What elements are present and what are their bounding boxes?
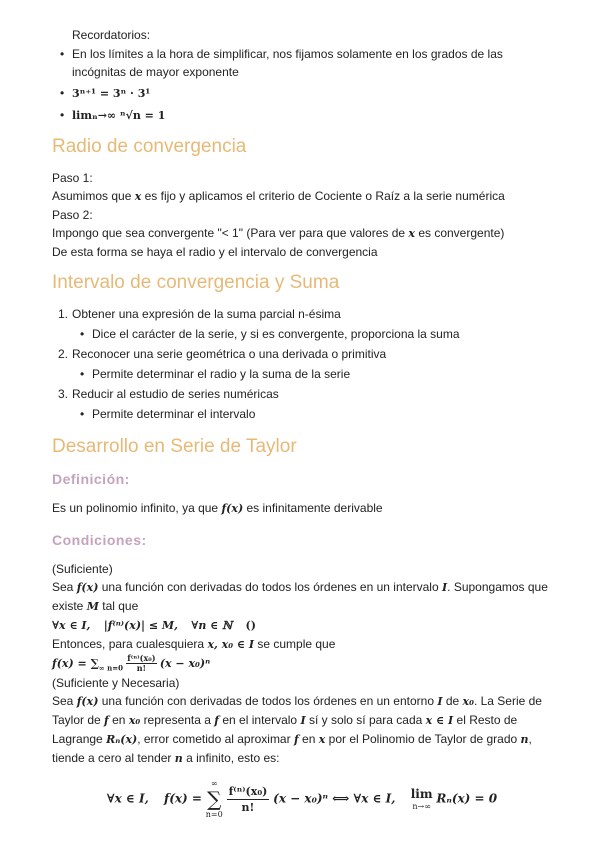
math-expr: () bbox=[245, 619, 256, 632]
fraction-denominator: n! bbox=[136, 663, 147, 674]
math-var: n bbox=[520, 733, 529, 746]
math-var: x₀ bbox=[128, 714, 141, 727]
condiciones-block bbox=[52, 560, 552, 820]
list-item bbox=[52, 325, 552, 343]
math-var: M bbox=[86, 600, 99, 613]
formula-fraction bbox=[126, 654, 156, 673]
text-span: sí y solo sí para cada bbox=[308, 713, 423, 727]
math-expr: f(x) = ∑ bbox=[52, 657, 99, 670]
math-expr: (x − x₀)ⁿ bbox=[159, 657, 211, 670]
text-span: tal que bbox=[102, 599, 139, 613]
paso2-label: Paso 2: bbox=[52, 208, 93, 222]
heading-condiciones: Condiciones: bbox=[52, 532, 147, 548]
sum-limits: ∞ n=0 bbox=[98, 663, 123, 673]
math-var: f bbox=[293, 733, 299, 746]
text-span: Sea bbox=[52, 580, 74, 594]
step-item bbox=[52, 345, 552, 383]
text-span: de bbox=[445, 694, 460, 708]
text-span: en el intervalo bbox=[222, 713, 298, 727]
recordatorios-list bbox=[52, 45, 552, 125]
math-expr: Rₙ(x) bbox=[106, 733, 138, 746]
math-expr: |f⁽ⁿ⁾(x)| ≤ M, bbox=[103, 619, 178, 632]
math-expr: x, x₀ ∈ I bbox=[207, 638, 254, 651]
lim-text: lim bbox=[410, 786, 433, 801]
step-text: Reducir al estudio de series numéricas bbox=[72, 387, 279, 401]
text-span: . Supongamos que existe bbox=[52, 580, 548, 613]
limit-operator bbox=[411, 787, 433, 812]
heading-taylor: Desarrollo en Serie de Taylor bbox=[52, 436, 297, 457]
list-item bbox=[52, 365, 552, 383]
text-span: Asumimos que bbox=[52, 189, 132, 203]
radio-conclusion: De esta forma se haya el radio y el intervalo de convergencia bbox=[52, 245, 378, 259]
sum-upper: ∞ bbox=[210, 779, 218, 788]
list-item-text: Permite determinar el intervalo bbox=[92, 407, 256, 421]
text-span: es infinitamente derivable bbox=[246, 501, 383, 515]
math-expr: Rₙ(x) = 0 bbox=[436, 791, 498, 806]
math-expr: ∀x ∈ I, bbox=[106, 791, 149, 806]
sum-lower: n=0 bbox=[205, 810, 223, 819]
list-item bbox=[52, 106, 552, 125]
paso1-text bbox=[52, 187, 552, 206]
text-span: a infinito, esto es: bbox=[186, 751, 280, 765]
step-sublist bbox=[52, 405, 552, 423]
math-expr: (x − x₀)ⁿ ⟺ ∀x ∈ I, bbox=[273, 791, 396, 806]
text-span: se cumple que bbox=[257, 637, 336, 651]
math-var: n bbox=[174, 752, 183, 765]
math-expr: ∀x ∈ I, bbox=[52, 619, 91, 632]
step-text: Obtener una expresión de la suma parcial n-ésima bbox=[72, 307, 341, 321]
fraction-numerator: f⁽ⁿ⁾(x₀) bbox=[228, 784, 268, 798]
step-item bbox=[52, 385, 552, 423]
taylor-display-equation bbox=[52, 778, 552, 820]
math-var: x bbox=[408, 227, 415, 240]
math-fx: f(x) bbox=[76, 695, 99, 708]
list-item-text: Permite determinar el radio y la suma de la serie bbox=[92, 367, 351, 381]
text-span: Sea bbox=[52, 694, 74, 708]
formula-power: 3ⁿ⁺¹ = 3ⁿ · 3¹ bbox=[72, 87, 151, 100]
math-var: I bbox=[437, 695, 443, 708]
heading-radio: Radio de convergencia bbox=[52, 136, 247, 157]
step-number: 1. bbox=[57, 307, 68, 321]
step-number: 3. bbox=[57, 387, 68, 401]
sufnec-text bbox=[52, 692, 552, 768]
step-item bbox=[52, 305, 552, 343]
fraction-numerator: f⁽ⁿ⁾(x₀) bbox=[127, 653, 156, 664]
recordatorios-title: Recordatorios: bbox=[72, 28, 151, 42]
math-fx: f(x) bbox=[76, 581, 99, 594]
text-span: Entonces, para cualesquiera bbox=[52, 637, 205, 651]
list-item bbox=[52, 84, 552, 103]
paso1-label: Paso 1: bbox=[52, 171, 93, 185]
sum-symbol: ∑ bbox=[207, 787, 222, 811]
list-item-text: Dice el carácter de la serie, y si es convergente, proporciona la suma bbox=[92, 327, 460, 341]
list-item bbox=[52, 45, 552, 81]
math-var: x bbox=[318, 733, 326, 746]
math-var: I bbox=[442, 581, 448, 594]
text-span: , tiende a cero al tender bbox=[52, 732, 532, 765]
summation bbox=[206, 778, 223, 820]
entonces-text bbox=[52, 635, 552, 654]
text-span: Es un polinomio infinito, ya que bbox=[52, 501, 219, 515]
sufnec-label: (Suficiente y Necesaria) bbox=[52, 676, 180, 690]
math-expr: x ∈ I bbox=[425, 714, 454, 727]
text-span: . La Serie de Taylor de bbox=[52, 694, 542, 727]
suficiente-text bbox=[52, 578, 552, 616]
text-span: es convergente) bbox=[418, 226, 505, 240]
math-var: x bbox=[134, 190, 142, 203]
taylor-formula-inline bbox=[52, 654, 552, 674]
math-var: I bbox=[300, 714, 306, 727]
math-expr: ∀n ∈ ℕ bbox=[191, 619, 233, 632]
text-span: representa a bbox=[143, 713, 211, 727]
math-var: f bbox=[104, 714, 109, 727]
heading-intervalo: Intervalo de convergencia y Suma bbox=[52, 272, 340, 293]
document-page bbox=[52, 26, 552, 820]
text-span: , error cometido al aproximar bbox=[137, 732, 291, 746]
step-sublist bbox=[52, 325, 552, 343]
suficiente-condition bbox=[52, 616, 552, 635]
definicion-text bbox=[52, 499, 552, 518]
list-item-text: En los límites a la hora de simplificar, nos fijamos solamente en los grados de las incógnitas de mayor exponente bbox=[72, 47, 503, 79]
display-fraction bbox=[227, 784, 270, 815]
step-number: 2. bbox=[57, 347, 68, 361]
list-item bbox=[52, 405, 552, 423]
step-sublist bbox=[52, 365, 552, 383]
math-var: f bbox=[214, 714, 220, 727]
intervalo-steps bbox=[52, 305, 552, 423]
paso2-text bbox=[52, 224, 552, 243]
text-span: en bbox=[302, 732, 316, 746]
text-span: una función con derivadas de todos los órdenes en un entorno bbox=[101, 694, 434, 708]
text-span: Impongo que sea convergente "< 1" (Para ver para que valores de bbox=[52, 226, 406, 240]
suficiente-label: (Suficiente) bbox=[52, 562, 113, 576]
text-span: el Resto de Lagrange bbox=[52, 713, 518, 746]
text-span: en bbox=[112, 713, 126, 727]
text-span: es fijo y aplicamos el criterio de Cociente o Raíz a la serie numérica bbox=[144, 189, 505, 203]
math-expr: f(x) = bbox=[164, 791, 202, 806]
fraction-denominator: n! bbox=[241, 800, 255, 814]
text-span: por el Polinomio de Taylor de grado bbox=[328, 732, 518, 746]
heading-definicion: Definición: bbox=[52, 471, 130, 487]
math-var: x₀ bbox=[462, 695, 474, 708]
lim-subscript: n→∞ bbox=[412, 801, 431, 811]
formula-limit-root: limₙ→∞ ⁿ√n = 1 bbox=[72, 109, 166, 122]
math-fx: f(x) bbox=[221, 502, 244, 515]
text-span: una función con derivadas do todos los órdenes en un intervalo bbox=[101, 580, 439, 594]
step-text: Reconocer una serie geométrica o una derivada o primitiva bbox=[72, 347, 387, 361]
